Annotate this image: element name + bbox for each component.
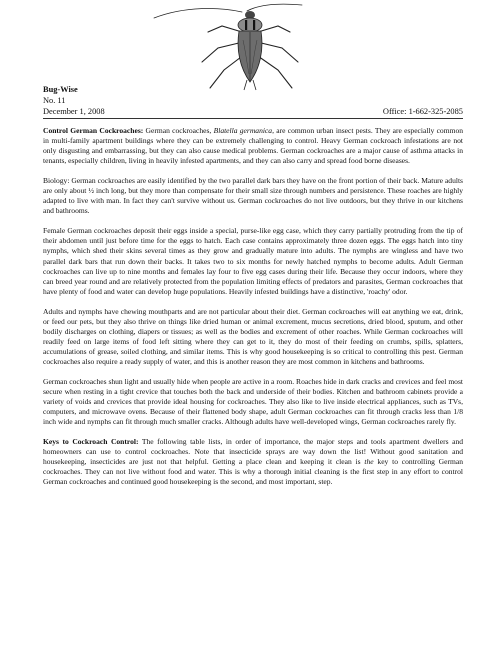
species-name: Blatella germanica (213, 126, 273, 135)
header-divider (43, 118, 463, 119)
emphasis-the: the (364, 457, 374, 467)
paragraph-keys: Keys to Cockroach Control: The following table lists, in order of importance, the major steps and tools apartment dwellers and homeowners can use to control cockroaches. Note that insecticide sprays are way down the list! Without good sanitation and housekeeping, insecticides are just not that helpful. Getting a place clean and keeping it clean is the key to controlling German cockroaches. They can not live without food and water. This is why a thorough initial cleaning is the first step in any effort to control German cockroaches and continued good housekeeping is the second, and most important, step. (43, 437, 463, 487)
office-phone: Office: 1-662-325-2085 (382, 107, 463, 116)
section-heading-keys: Keys to Cockroach Control: (43, 437, 139, 447)
paragraph-diet: Adults and nymphs have chewing mouthparts and are not particular about their diet. German cockroaches will eat anything we eat, drink, or feed our pets, but they also thrive on things like dried human or animal excrement, mucus secretions, dried blood, sputum, and other bodily discharges on clothing, diapers or tissues; as well as the bodies and excrement of other roaches. While German cockroaches will readily feed on large items of food left sitting where they can get to it, they do most of their feeding on crumbs, spills, splatters, accumulations of grease, soiled clothing, and similar items. This is why good housekeeping is so critical to controlling this pest. German cockroaches also require a ready supply of water, and this is another reason they are most common in kitchens and bathrooms. (43, 306, 463, 366)
cockroach-illustration (150, 2, 350, 94)
paragraph-reproduction: Female German cockroaches deposit their eggs inside a special, purse-like egg case, which they carry partially protruding from the tip of their abdomen until just before time for the eggs to hatch. Each case contains approximately three dozen eggs. The eggs hatch into tiny nymphs, which shed their skins several times as they grow and gradually mature into adults. The nymphs are wingless and have two parallel dark bars that run down their backs. It takes two to six months for newly hatched nymphs to become adults. Adult German cockroaches can live up to nine months and females lay four to five egg cases during their life. Because they occur indoors, where they can breed year round and are relatively protected from the population limiting effects of predators and parasites, German cockroaches that have plenty of food and water can develop huge populations. Heavily infested buildings have a distinctive, 'roachy' odor. (43, 226, 463, 296)
paragraph-habitat: German cockroaches shun light and usually hide when people are active in a room. Roaches hide in dark cracks and crevices and feel most secure when resting in a tight crevice that touches both the back and underside of their bodies. Kitchen and bathroom cabinets provide a variety of voids and crevices that provide ideal housing for cockroaches. They also like to live inside electrical appliances, such as TVs, computers, and microwave ovens. Because of their flattened body shape, adult German cockroaches can fit through cracks less than 1/8 inch wide and nymphs can fit through much smaller cracks. Although adults have well-developed wings, German cockroaches rarely fly. (43, 376, 463, 427)
section-heading-control: Control German Cockroaches: (43, 126, 144, 135)
article-body (43, 126, 463, 497)
paragraph-biology: Biology: German cockroaches are easily identified by the two parallel dark bars they have on the front portion of their back. Mature adults are only about ½ inch long, but they more than compensate for their small size through numbers and persistence. These roaches are highly adapted to live with man. In fact they can't survive without us. German cockroaches do not live outdoors, but they thrive in our kitchens and bathrooms. (43, 176, 463, 216)
newsletter-title: Bug-Wise (43, 85, 78, 94)
newsletter-header (43, 84, 463, 117)
issue-date: December 1, 2008 (43, 107, 105, 116)
paragraph-intro: Control German Cockroaches: German cockroaches, Blatella germanica, are common urban insect pests. They are especially common in multi-family apartment buildings where they can be extremely challenging to control. Heavy German cockroach infestations are not only disgusting and embarrassing, but they can also cause medical problems. German cockroaches are a major cause of asthma attacks in tenants, especially children, living in heavily infested apartments, and they can also carry and spread food borne diseases. (43, 126, 463, 166)
date-office-row (43, 106, 463, 117)
issue-number: No. 11 (43, 96, 66, 105)
